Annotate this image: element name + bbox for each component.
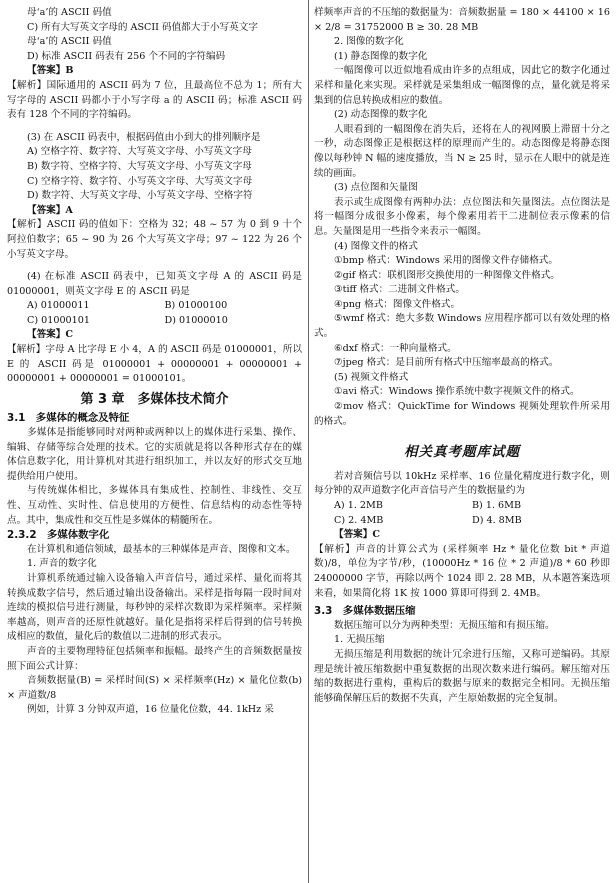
option-c: C) 所有大写英文字母的 ASCII 码值都大于小写英文字 [27, 21, 258, 33]
option-c: C) 空格字符、数字符、小写英文字母、大写英文字母 [27, 175, 253, 187]
subheading: 2. 图像的数字化 [334, 36, 404, 48]
paragraph: 多媒体是指能够同时对两种或两种以上的媒体进行采集、操作、编辑、存储等综合处理的技术。它的实质就是将以各种形式存在的媒体信息数字化，用计算机对其进行组织加工，并以友好的形式交互地提供给用户使用。 [7, 427, 302, 482]
subheading: (3) 点位图和矢量图 [334, 182, 418, 194]
option-b: B) 数字符、空格字符、大写英文字母、小写英文字母 [27, 160, 252, 172]
paragraph: 无损压缩是利用数据的统计冗余进行压缩，又称可逆编码。其原理是统计被压缩数据中重复数据的出现次数来进行编码。解压缩对压缩的数据进行重构，重构后的数据与原来的数据完全相同。无损压缩能够确保解压后的数据不失真，产生原始数据的完全复制。 [314, 648, 610, 704]
answer: 【答案】C [27, 329, 74, 341]
option-a: A) 1. 2MB [334, 500, 383, 511]
options-row [7, 299, 302, 314]
option-b: B) 01000100 [164, 300, 228, 312]
subheading: 1. 无损压缩 [334, 634, 385, 646]
chapter-title: 第 3 章 多媒体技术简介 [80, 391, 229, 407]
subheading: (4) 图像文件的格式 [334, 240, 418, 252]
explanation: 【解析】字母 A 比字母 E 小 4，A 的 ASCII 码是 01000001，所以 E 的 ASCII 码是 01000001 + 00000001 + 00000001 + 00000001 + 00000001 = 01000101。 [7, 344, 302, 385]
subheading: (1) 静态图像的数字化 [334, 50, 428, 62]
subheading: 1. 声音的数字化 [27, 558, 97, 570]
options-row [7, 314, 302, 329]
explanation: 【解析】声音的计算公式为 (采样频率 Hz * 量化位数 bit * 声道数)/8，单位为字节/秒，(10000Hz * 16 位 * 2 声道)/8 * 60 秒即 24000000 字节，再除以两个 1024 即 2. 28 MB，从本题答案选项来看，如果简化将 1K 按 1000 算即可得到 2. 4MB。 [314, 543, 610, 599]
list-item: ①avi 格式：Windows 操作系统中数字视频文件的格式。 [334, 386, 580, 398]
list-item: ⑥dxf 格式：一种向量格式。 [334, 342, 457, 354]
answer: 【答案】C [334, 529, 381, 541]
options-row [314, 499, 610, 514]
explanation: 【解析】ASCII 码的值如下：空格为 32；48 ~ 57 为 0 到 9 十个阿拉伯数字；65 ~ 90 为 26 个大写英文字母；97 ~ 122 为 26 个小写英文字母。 [7, 219, 302, 260]
paragraph: 表示或生成图像有两种办法：点位图法和矢量图法。点位图法是将一幅图分成很多小像素，每个像素用若干二进制位表示像素的信息。矢量图是用一些指令来表示一幅图。 [314, 196, 610, 237]
section-heading: 3.1 多媒体的概念及特征 [7, 412, 130, 425]
paragraph: 样频率声音的不压缩的数据量为：音频数据量 = 180 × 44100 × 16 × 2/8 = 31752000 B ≥ 30. 28 MB [314, 7, 610, 33]
paragraph: 人眼看到的一幅图像在消失后，还将在人的视网膜上滞留十分之一秒，动态图像正是根据这样的原理而产生的。动态图像是将静态图像以每秒钟 N 幅的速度播放，当 N ≥ 25 时，显示在人眼中的就是连续的画面。 [314, 123, 610, 179]
right-column [314, 6, 610, 706]
option-d: D) 01000010 [164, 314, 228, 326]
list-item: ⑦jpeg 格式：是目前所有格式中压缩率最高的格式。 [334, 357, 559, 369]
left-column [7, 6, 302, 718]
question-4: (4) 在标准 ASCII 码表中，已知英文字母 A 的 ASCII 码是 01000001，则英文字母 E 的 ASCII 码是 [7, 271, 302, 297]
section-heading: 3.3 多媒体数据压缩 [314, 605, 416, 618]
answer: 【答案】B [27, 65, 74, 77]
paragraph: 与传统媒体相比，多媒体具有集成性、控制性、非线性、交互性、互动性、实时性、信息使用的方便性、信息结构的动态性等特点。其中，集成性和交互性是多媒体的精髓所在。 [7, 485, 302, 526]
paragraph: 数据压缩可以分为两种类型：无损压缩和有损压缩。 [334, 619, 555, 631]
option-a: A) 01000011 [27, 300, 90, 312]
paragraph: 计算机系统通过输入设备输入声音信号，通过采样、量化而将其转换成数字信号，然后通过输出设备输出。采样是指每隔一段时间对连续的模拟信号进行测量，每秒钟的采样次数即为采样频率。采样频率越高，则声音的还原性就越好。量化是指将采样后得到的信号转换成相应的数值，量化后的数值以二进制的形式表示。 [7, 572, 302, 643]
exam-section-title: 相关真考题库试题 [404, 444, 520, 461]
option-d: D) 标准 ASCII 码表有 256 个不同的字符编码 [27, 50, 226, 62]
list-item: ④png 格式：图像文件格式。 [334, 298, 461, 310]
list-item: ②mov 格式：QuickTime for Windows 视频处理软件所采用的格式。 [314, 401, 610, 427]
section-heading: 2.3.2 多媒体数字化 [7, 529, 110, 542]
subheading: (5) 视频文件格式 [334, 371, 409, 383]
options-row [314, 514, 610, 529]
paragraph: 在计算机和通信领域，最基本的三种媒体是声音、图像和文本。 [27, 543, 296, 555]
option-d: D) 数字符、大写英文字母、小写英文字母、空格字符 [27, 190, 253, 202]
option-b: B) 1. 6MB [472, 500, 522, 511]
list-item: ②gif 格式：联机图形交换使用的一种图像文件格式。 [334, 269, 560, 281]
subheading: (2) 动态图像的数字化 [334, 109, 428, 121]
option-c: C) 2. 4MB [334, 514, 384, 526]
text-line: 母‘a’的 ASCII 码值 [27, 7, 112, 18]
option-d: D) 4. 8MB [472, 514, 522, 526]
column-divider [308, 0, 309, 883]
question-3: (3) 在 ASCII 码表中，根据码值由小到大的排列顺序是 [27, 131, 261, 143]
answer: 【答案】A [27, 204, 73, 216]
list-item: ①bmp 格式：Windows 采用的图像文件存储格式。 [334, 255, 558, 267]
question: 若对音频信号以 10kHz 采样率、16 位量化精度进行数字化，则每分钟的双声道数字化声音信号产生的数据量约为 [314, 470, 610, 497]
option-a: A) 空格字符、数字符、大写英文字母、小写英文字母 [27, 146, 252, 158]
text-line: 母‘a’的 ASCII 码值 [27, 36, 112, 48]
paragraph: 一幅图像可以近似地看成由许多的点组成，因此它的数字化通过采样和量化来实现。采样就是采集组成一幅图像的点，量化就是将采集到的信息转换成相应的数值。 [314, 65, 610, 106]
list-item: ⑤wmf 格式：绝大多数 Windows 应用程序都可以有效处理的格式。 [314, 313, 610, 340]
list-item: ③tiff 格式：二进制文件格式。 [334, 284, 465, 296]
option-c: C) 01000101 [27, 314, 90, 326]
paragraph: 例如，计算 3 分钟双声道，16 位量化位数，44. 1kHz 采 [27, 704, 274, 716]
explanation: 【解析】国际通用的 ASCII 码为 7 位，且最高位不总为 1；所有大写字母的 ASCII 码都小于小写字母 a 的 ASCII 码；标准 ASCII 码表有 128 个不同的字符编码。 [7, 79, 302, 121]
paragraph: 声音的主要物理特征包括频率和振幅。最终产生的音频数据量按照下面公式计算： [7, 645, 302, 672]
formula: 音频数据量(B) = 采样时间(S) × 采样频率(Hz) × 量化位数(b) × 声道数/8 [7, 675, 302, 701]
